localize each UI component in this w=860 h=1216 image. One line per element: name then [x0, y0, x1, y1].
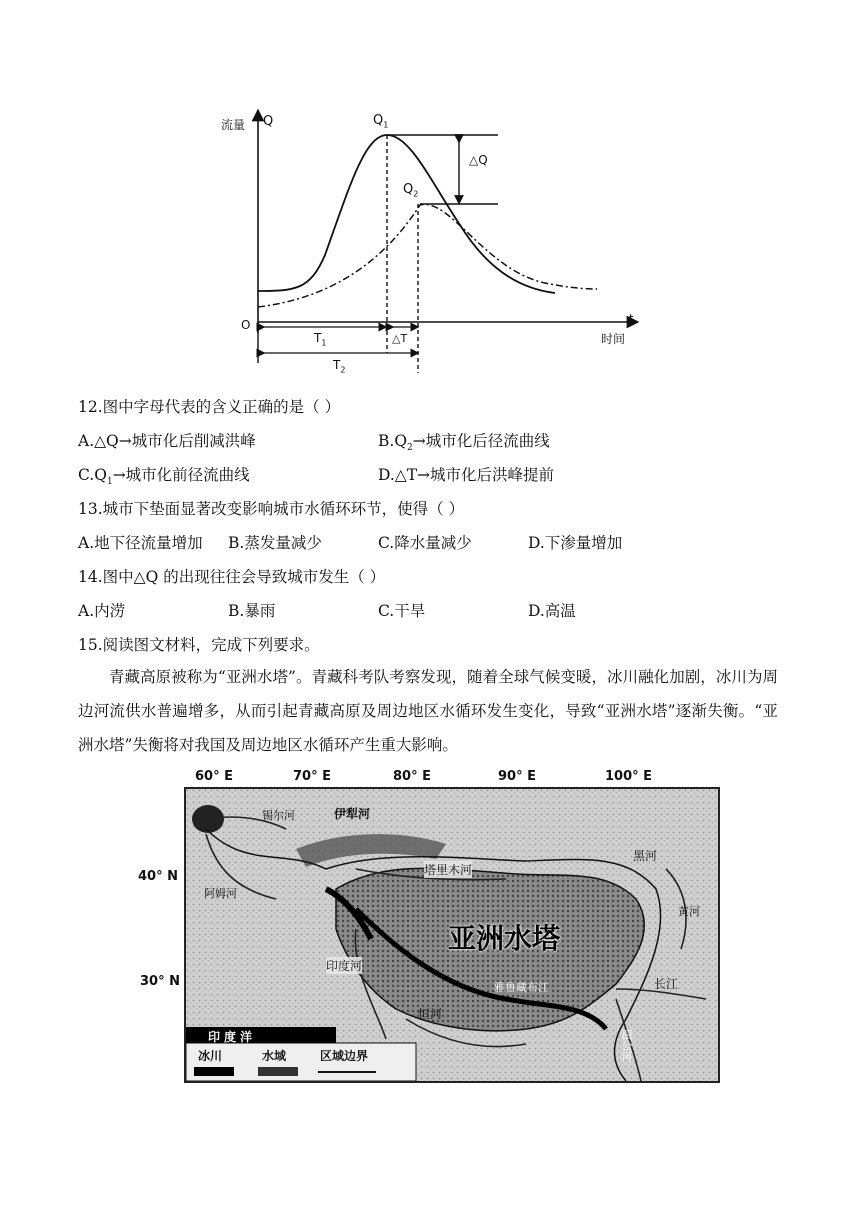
q12-option-c [78, 465, 250, 492]
map-title: 亚洲水塔 [448, 922, 561, 955]
t1-sub: 1 [321, 338, 327, 348]
curve-q1 [258, 135, 555, 293]
q14-option-c: C.干旱 [378, 602, 426, 620]
q12-b-post: →城市化后径流曲线 [412, 432, 550, 450]
legend-boundary-label: 区域边界 [320, 1049, 369, 1063]
q2-label [403, 182, 418, 199]
label-yellow-river: 黄河 [678, 905, 700, 918]
legend-glacier-label: 冰川 [198, 1049, 223, 1063]
delta-q-label: △Q [469, 153, 488, 167]
hydrograph-figure [215, 105, 645, 385]
q12-b-pre: B.Q [378, 432, 408, 450]
map-frame [184, 787, 720, 1083]
label-mekong-river: 湄公河 [620, 1029, 633, 1062]
hydrograph-svg [215, 105, 645, 385]
q12-option-a: A.△Q→城市化后削减洪峰 [78, 432, 256, 450]
label-amu-river: 阿姆河 [204, 887, 237, 900]
t1-label [314, 331, 326, 347]
t2-label [333, 358, 345, 374]
y-axis-label-cn: 流量 [221, 118, 246, 132]
label-ili-river: 伊犁河 [334, 807, 371, 821]
t2-sub: 2 [340, 365, 346, 375]
q15-paragraph: 青藏高原被称为“亚洲水塔”。青藏科考队考察发现，随着全球气候变暖，冰川融化加剧，冰川为周边河流供水普遍增多，从而引起青藏高原及周边地区水循环发生变化，导致“亚洲水塔”逐渐失衡。“亚洲水塔”失衡将对我国及周边地区水循环产生重大影响。 [78, 668, 778, 754]
q12-b-sub: 2 [407, 443, 413, 454]
q13-option-d: D.下渗量增加 [528, 534, 623, 552]
label-black-river: 黑河 [633, 849, 658, 863]
q2-sub: 2 [413, 189, 419, 199]
label-syr-river: 锡尔河 [262, 809, 295, 822]
x-axis-label-cn: 时间 [601, 332, 626, 346]
q12-c-pre: C.Q [78, 466, 107, 484]
q15-stem: 15.阅读图文材料，完成下列要求。 [78, 636, 320, 654]
q1-sub: 1 [383, 120, 389, 130]
lon-label-70: 70° E [293, 769, 331, 784]
q13-option-b: B.蒸发量减少 [228, 534, 322, 552]
label-ganges-river: 恒河 [418, 1007, 443, 1021]
lon-label-100: 100° E [605, 769, 653, 784]
lon-label-60: 60° E [195, 769, 233, 784]
lon-label-90: 90° E [498, 769, 536, 784]
label-tarim-river: 塔里木河 [424, 863, 473, 877]
q13-stem: 13.城市下垫面显著改变影响城市水循环环节，使得（ ） [78, 500, 465, 518]
label-yarlung-river: 雅鲁藏布江 [494, 981, 549, 994]
lat-label-40: 40° N [138, 869, 178, 884]
q12-c-post: →城市化前径流曲线 [112, 466, 250, 484]
q14-stem: 14.图中△Q 的出现往往会导致城市发生（ ） [78, 568, 386, 586]
origin-text: O [241, 318, 251, 332]
lat-label-30: 30° N [140, 974, 180, 989]
origin-label [241, 318, 250, 332]
q14-option-d: D.高温 [528, 602, 576, 620]
y-axis-label: Q [263, 114, 274, 129]
q12-stem: 12.图中字母代表的含义正确的是（ ） [78, 398, 341, 416]
asia-water-tower-map [138, 765, 718, 1085]
label-yangtze-river: 长江 [654, 977, 679, 991]
q1-label [373, 113, 388, 130]
q12-option-b [378, 431, 550, 458]
legend-water-swatch [258, 1067, 298, 1076]
lon-label-80: 80° E [393, 769, 431, 784]
q12-option-d: D.△T→城市化后洪峰提前 [378, 466, 555, 484]
legend-glacier-swatch [194, 1067, 234, 1076]
delta-t-label: △T [392, 332, 408, 345]
label-indian-ocean: 印度洋 [208, 1030, 257, 1044]
q13-option-a: A.地下径流量增加 [78, 534, 203, 552]
q14-option-b: B.暴雨 [228, 602, 276, 620]
q14-option-a: A.内涝 [78, 602, 126, 620]
aral-sea [192, 805, 224, 833]
q12-c-sub: 1 [106, 477, 113, 488]
x-axis-label: t [629, 312, 634, 326]
q13-option-c: C.降水量减少 [378, 534, 472, 552]
legend-water-label: 水域 [262, 1049, 287, 1063]
label-indus-river: 印度河 [326, 959, 363, 973]
q2-main: Q [403, 182, 414, 197]
t2-main: T [333, 358, 341, 372]
t1-main: T [314, 331, 322, 345]
q1-main: Q [373, 113, 384, 128]
